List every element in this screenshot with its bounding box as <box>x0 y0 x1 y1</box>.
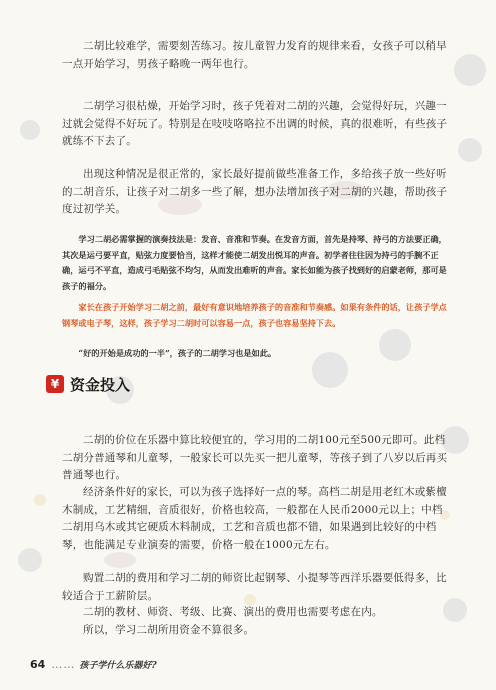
paragraph-conclusion: 所以，学习二胡所用资金不算很多。 <box>83 624 255 636</box>
paragraph-boring: 二胡学习很枯燥，开始学习时，孩子凭着对二胡的兴趣，会觉得好玩，兴趣一过就会觉得不好玩了。特别是在吱吱咯咯拉不出调的时候，真的很难听，有些孩子就练不下去了。 <box>62 100 448 147</box>
page-footer <box>30 656 157 672</box>
paragraph-other-costs: 二胡的教材、师资、考级、比赛、演出的费用也需要考虑在内。 <box>83 606 383 618</box>
paragraph-preparation: 出现这种情况是很正常的，家长最好提前做些准备工作，多给孩子放一些好听的二胡音乐，让孩子对二胡多一些了解，想办法增加孩子对二胡的兴趣，帮助孩子度过初学关。 <box>62 168 448 215</box>
section-heading <box>46 371 130 397</box>
parent-tip: 家长在孩子开始学习二胡之前，最好有意识地培养孩子的音准和节奏感。如果有条件的话，让孩子学点钢琴或电子琴，这样，孩子学习二胡时可以容易一点，孩子也容易坚持下去。 <box>62 302 447 328</box>
quote-line: “好的开始是成功的一半”，孩子的二胡学习也是如此。 <box>78 348 277 358</box>
page-number: 64 <box>30 657 46 671</box>
book-title: 孩子学什么乐器好? <box>79 660 157 671</box>
section-title: 资金投入 <box>70 375 131 394</box>
footer-dots: …… <box>51 657 76 671</box>
paragraph-cost-compare: 购置二胡的费用和学习二胡的师资比起钢琴、小提琴等西洋乐器要低得多，比较适合于工薪阶层。 <box>62 572 447 602</box>
technique-note: 学习二胡必需掌握的演奏技法是：发音、音准和节奏。在发音方面，首先是持琴、持弓的方法要正确，其次是运弓要平直，贴弦力度要恰当，这样才能使二胡发出悦耳的声音。初学者往往因为持弓的手腕不正确，运弓不平直，造成弓毛贴弦不均匀，从而发出难听的声音。家长如能为孩子找到好的启蒙老师，那可是孩子的福分。 <box>62 234 447 291</box>
paragraph-difficulty: 二胡比较难学，需要刻苦练习。按儿童智力发育的规律来看，女孩子可以稍早一点开始学习，男孩子略晚一两年也行。 <box>62 40 447 70</box>
yen-icon: ¥ <box>46 375 64 393</box>
paragraph-price: 二胡的价位在乐器中算比较便宜的，学习用的二胡100元至500元即可。此档二胡分普通琴和儿童琴，一般家长可以先买一把儿童琴，等孩子到了八岁以后再买普通琴也行。 <box>62 434 448 481</box>
paragraph-grades: 经济条件好的家长，可以为孩子选择好一点的琴。高档二胡是用老红木或紫檀木制成，工艺精细，音质很好，价格也较高，一般都在人民币2000元以上；中档二胡用乌木或其它硬质木料制成，工艺和音质也都不错，如果遇到比较好的中档琴，也能满足专业演奏的需要，价格一般在1000元左右。 <box>62 486 447 551</box>
